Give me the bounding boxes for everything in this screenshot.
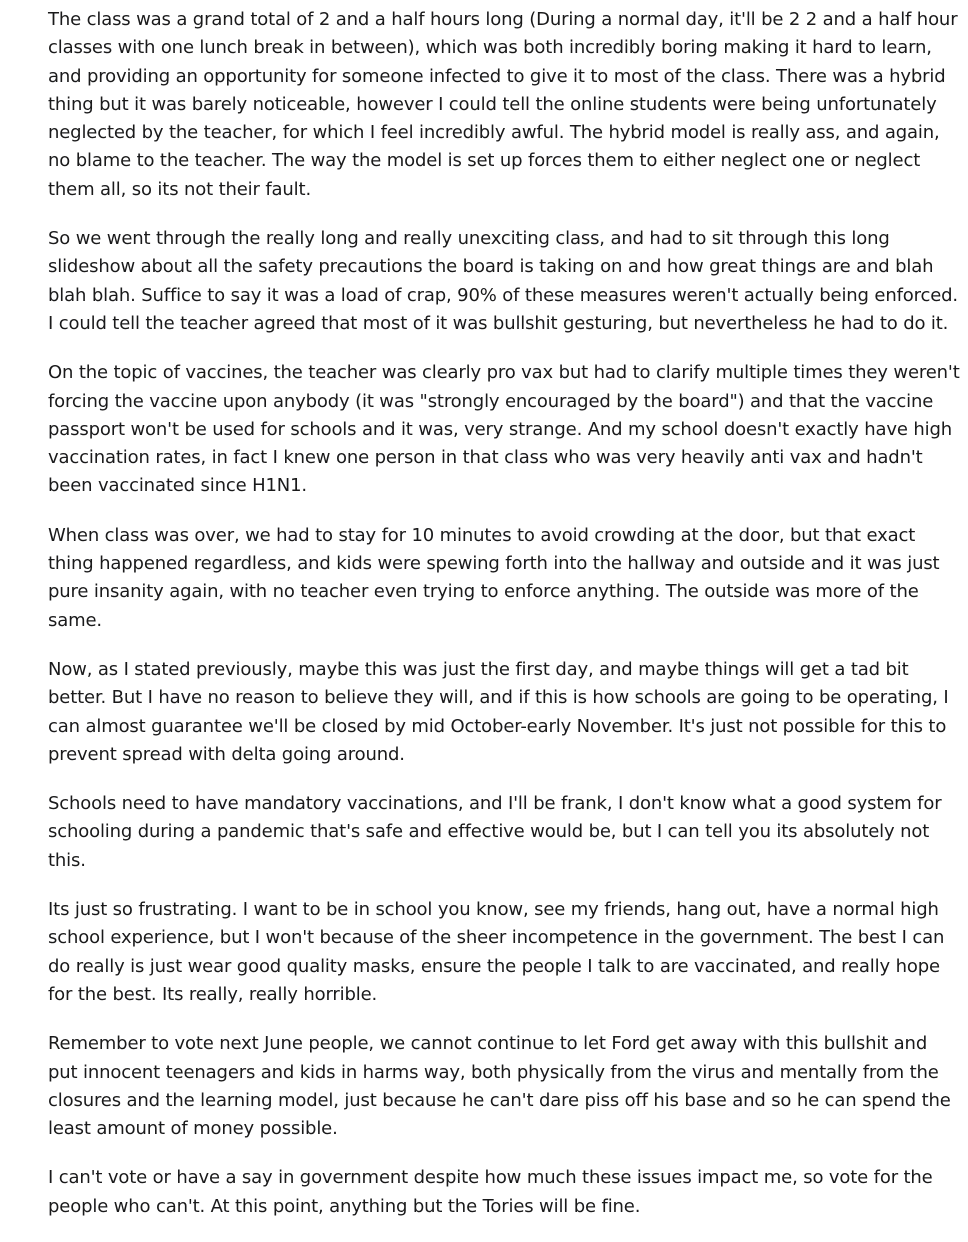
post-paragraph: Now, as I stated previously, maybe this was just the first day, and maybe things will get a tad bit better. But I have no reason to believe they will, and if this is how schools are going to be operating, I can almost guarantee we'll be closed by mid October-early November. It's just not possible for this to prevent spread with delta going around. (48, 658, 949, 765)
post-paragraph: On the topic of vaccines, the teacher was clearly pro vax but had to clarify multiple times they weren't forcing the vaccine upon anybody (it was "strongly encouraged by the board") and that the vaccine passport won't be used for schools and it was, very strange. And my school doesn't exactly have high vaccination rates, in fact I knew one person in that class who was very heavily anti vax and hadn't been vaccinated since H1N1. (48, 362, 960, 497)
post-paragraph: When class was over, we had to stay for 10 minutes to avoid crowding at the door, but that exact thing happened regardless, and kids were spewing forth into the hallway and outside and it was just pure insanity again, with no teacher even trying to enforce anything. The outside was more of the same. (48, 524, 940, 631)
post-paragraph: Remember to vote next June people, we cannot continue to let Ford get away with this bullshit and put innocent teenagers and kids in harms way, both physically from the virus and mentally from the closures and the learning model, just because he can't dare piss off his base and so he can spend the least amount of money possible. (48, 1033, 951, 1140)
post-paragraph: So we went through the really long and really unexciting class, and had to sit through this long slideshow about all the safety precautions the board is taking on and how great things are and blah blah blah. Suffice to say it was a load of crap, 90% of these measures weren't actually being enforced. I could tell the teacher agreed that most of it was bullshit gesturing, but nevertheless he had to do it. (48, 228, 959, 334)
post-paragraph: The class was a grand total of 2 and a half hours long (During a normal day, it'll be 2 2 and a half hour classes with one lunch break in between), which was both incredibly boring making it hard to learn, and providing an opportunity for someone infected to give it to most of the class. There was a hybrid thing but it was barely noticeable, however I could tell the online students were being unfortunately neglected by the teacher, for which I feel incredibly awful. The hybrid model is really ass, and again, no blame to the teacher. The way the model is set up forces them to either neglect one or neglect them all, so its not their fault. (48, 9, 958, 200)
post-paragraph: Its just so frustrating. I want to be in school you know, see my friends, hang out, have a normal high school experience, but I won't because of the sheer incompetence in the government. The best I can do really is just wear good quality masks, ensure the people I talk to are vaccinated, and really hope for the best. Its really, really horrible. (48, 899, 945, 1005)
post-paragraph: I can't vote or have a say in government despite how much these issues impact me, so vote for the people who can't. At this point, anything but the Tories will be fine. (48, 1167, 933, 1217)
post-paragraph: Schools need to have mandatory vaccinations, and I'll be frank, I don't know what a good system for schooling during a pandemic that's safe and effective would be, but I can tell you its absolutely not this. (48, 793, 942, 871)
post-body (48, 6, 960, 1242)
